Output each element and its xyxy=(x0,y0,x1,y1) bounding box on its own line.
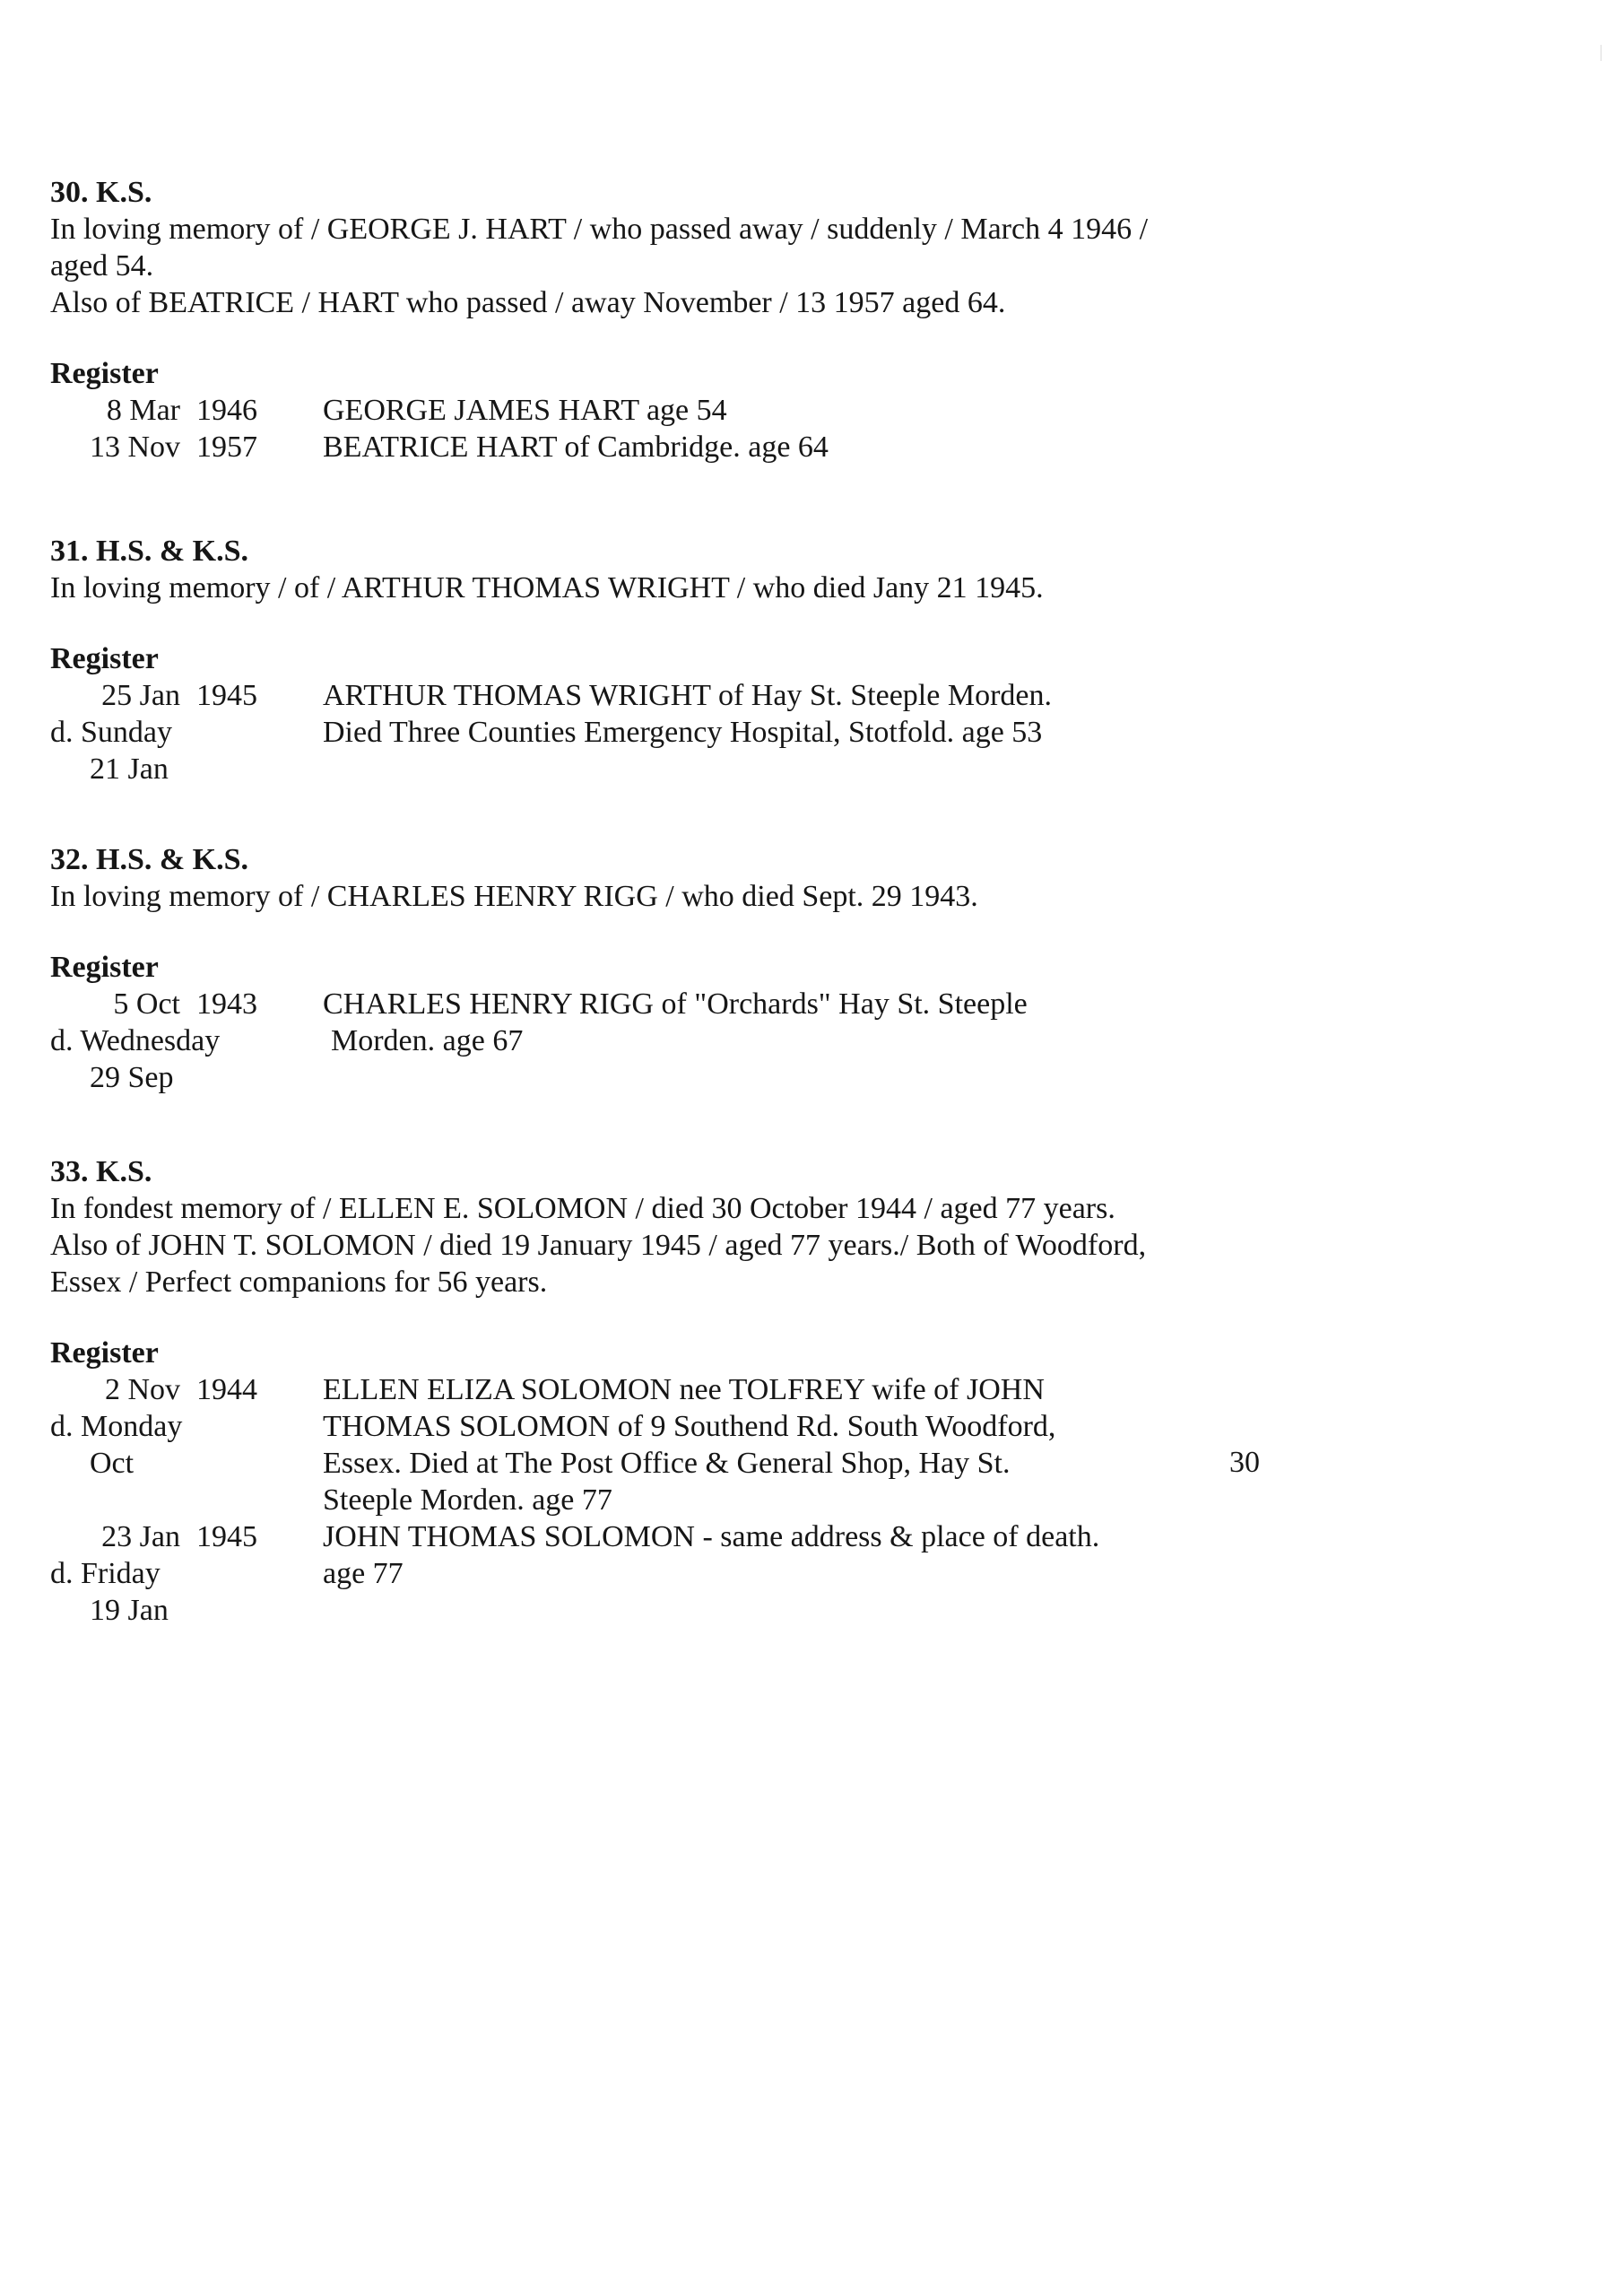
death-note xyxy=(50,714,274,751)
register-text: ELLEN ELIZA SOLOMON nee TOLFREY wife of JOHN xyxy=(323,1373,1045,1406)
entry-30 xyxy=(50,174,1306,465)
burial-date xyxy=(50,677,274,714)
register-text: THOMAS SOLOMON of 9 Southend Rd. South Woodford, xyxy=(323,1410,1056,1443)
burial-year: 1943 xyxy=(196,987,257,1021)
entry-heading: 31. H.S. & K.S. xyxy=(50,535,249,568)
register-row xyxy=(50,1518,1306,1555)
death-date xyxy=(50,751,274,787)
burial-date xyxy=(50,986,274,1022)
inscription-line: Also of BEATRICE / HART who passed / away November / 13 1957 aged 64. xyxy=(50,286,1006,319)
death-date xyxy=(50,1592,274,1629)
register-row xyxy=(50,1555,1306,1592)
burial-year: 1945 xyxy=(196,679,257,712)
burial-date xyxy=(50,1371,274,1408)
register-text: BEATRICE HART of Cambridge. age 64 xyxy=(323,430,829,464)
death-weekday: d. Monday xyxy=(50,1410,183,1443)
register-text: age 77 xyxy=(323,1557,404,1590)
register-label: Register xyxy=(50,642,159,675)
register-label: Register xyxy=(50,1336,159,1370)
burial-date xyxy=(50,429,274,465)
death-note xyxy=(50,1555,274,1592)
burial-day: 13 Nov xyxy=(89,430,180,464)
register-row xyxy=(50,1371,1306,1408)
register-text: CHARLES HENRY RIGG of "Orchards" Hay St. Steeple xyxy=(323,987,1028,1021)
inscription-line: In loving memory of / GEORGE J. HART / who passed away / suddenly / March 4 1946 / xyxy=(50,213,1149,246)
burial-year: 1945 xyxy=(196,1520,257,1553)
burial-day: 25 Jan xyxy=(101,679,180,712)
register-row xyxy=(50,429,1306,465)
register-row xyxy=(50,1022,1306,1059)
burial-day: 2 Nov xyxy=(104,1373,180,1406)
inscription-line: In loving memory / of / ARTHUR THOMAS WRIGHT / who died Jany 21 1945. xyxy=(50,571,1044,604)
burial-year: 1957 xyxy=(196,430,257,464)
death-note xyxy=(50,1408,274,1445)
burial-day: 23 Jan xyxy=(101,1520,180,1553)
inscription-line: In loving memory of / CHARLES HENRY RIGG / who died Sept. 29 1943. xyxy=(50,880,978,913)
inscription-line: Essex / Perfect companions for 56 years. xyxy=(50,1265,548,1299)
burial-date xyxy=(50,1518,274,1555)
register-label: Register xyxy=(50,357,159,390)
register-section xyxy=(50,949,1306,1096)
register-row xyxy=(50,1592,1306,1629)
death-date xyxy=(50,1059,274,1096)
register-row xyxy=(50,1482,1306,1518)
register-text: JOHN THOMAS SOLOMON - same address & place of death. xyxy=(323,1520,1100,1553)
inscription xyxy=(50,878,1306,915)
register-text: Morden. age 67 xyxy=(331,1024,524,1057)
register-row xyxy=(50,714,1306,751)
entry-heading: 33. K.S. xyxy=(50,1155,152,1188)
entry-heading: 30. K.S. xyxy=(50,176,152,209)
register-row xyxy=(50,392,1306,429)
death-note xyxy=(50,1022,274,1059)
register-text: ARTHUR THOMAS WRIGHT of Hay St. Steeple Morden. xyxy=(323,679,1052,712)
register-row xyxy=(50,1408,1306,1445)
register-text: Steeple Morden. age 77 xyxy=(323,1483,612,1517)
entry-33 xyxy=(50,1153,1306,1629)
burial-date xyxy=(50,392,274,429)
inscription xyxy=(50,570,1306,606)
entry-heading: 32. H.S. & K.S. xyxy=(50,843,249,876)
entry-31 xyxy=(50,533,1306,787)
inscription xyxy=(50,1190,1306,1300)
death-weekday: d. Wednesday xyxy=(50,1024,221,1057)
register-section xyxy=(50,640,1306,787)
register-row xyxy=(50,751,1306,787)
death-day: 19 Jan xyxy=(90,1594,169,1627)
register-row xyxy=(50,677,1306,714)
register-text: Essex. Died at The Post Office & General Shop, Hay St. xyxy=(323,1447,1011,1480)
death-weekday: d. Friday xyxy=(50,1557,161,1590)
register-text: Died Three Counties Emergency Hospital, Stotfold. age 53 xyxy=(323,716,1043,749)
death-date xyxy=(50,1445,274,1482)
inscription-line: In fondest memory of / ELLEN E. SOLOMON / died 30 October 1944 / aged 77 years. xyxy=(50,1192,1115,1225)
page-number: 30 xyxy=(1229,1446,1260,1479)
register-label: Register xyxy=(50,951,159,984)
register-text: GEORGE JAMES HART age 54 xyxy=(323,394,727,427)
register-row xyxy=(50,1059,1306,1096)
register-section xyxy=(50,1335,1306,1629)
register-section xyxy=(50,355,1306,465)
entry-32 xyxy=(50,841,1306,1096)
inscription xyxy=(50,211,1306,321)
register-row xyxy=(50,1445,1306,1482)
death-day: 21 Jan xyxy=(90,752,169,786)
death-day: Oct xyxy=(90,1447,135,1480)
register-row xyxy=(50,986,1306,1022)
inscription-line: aged 54. xyxy=(50,249,154,283)
burial-day: 5 Oct xyxy=(113,987,180,1021)
burial-day: 8 Mar xyxy=(106,394,180,427)
burial-year: 1944 xyxy=(196,1373,257,1406)
death-day: 29 Sep xyxy=(90,1061,174,1094)
death-weekday: d. Sunday xyxy=(50,716,172,749)
burial-year: 1946 xyxy=(196,394,257,427)
inscription-line: Also of JOHN T. SOLOMON / died 19 January 1945 / aged 77 years./ Both of Woodford, xyxy=(50,1229,1147,1262)
